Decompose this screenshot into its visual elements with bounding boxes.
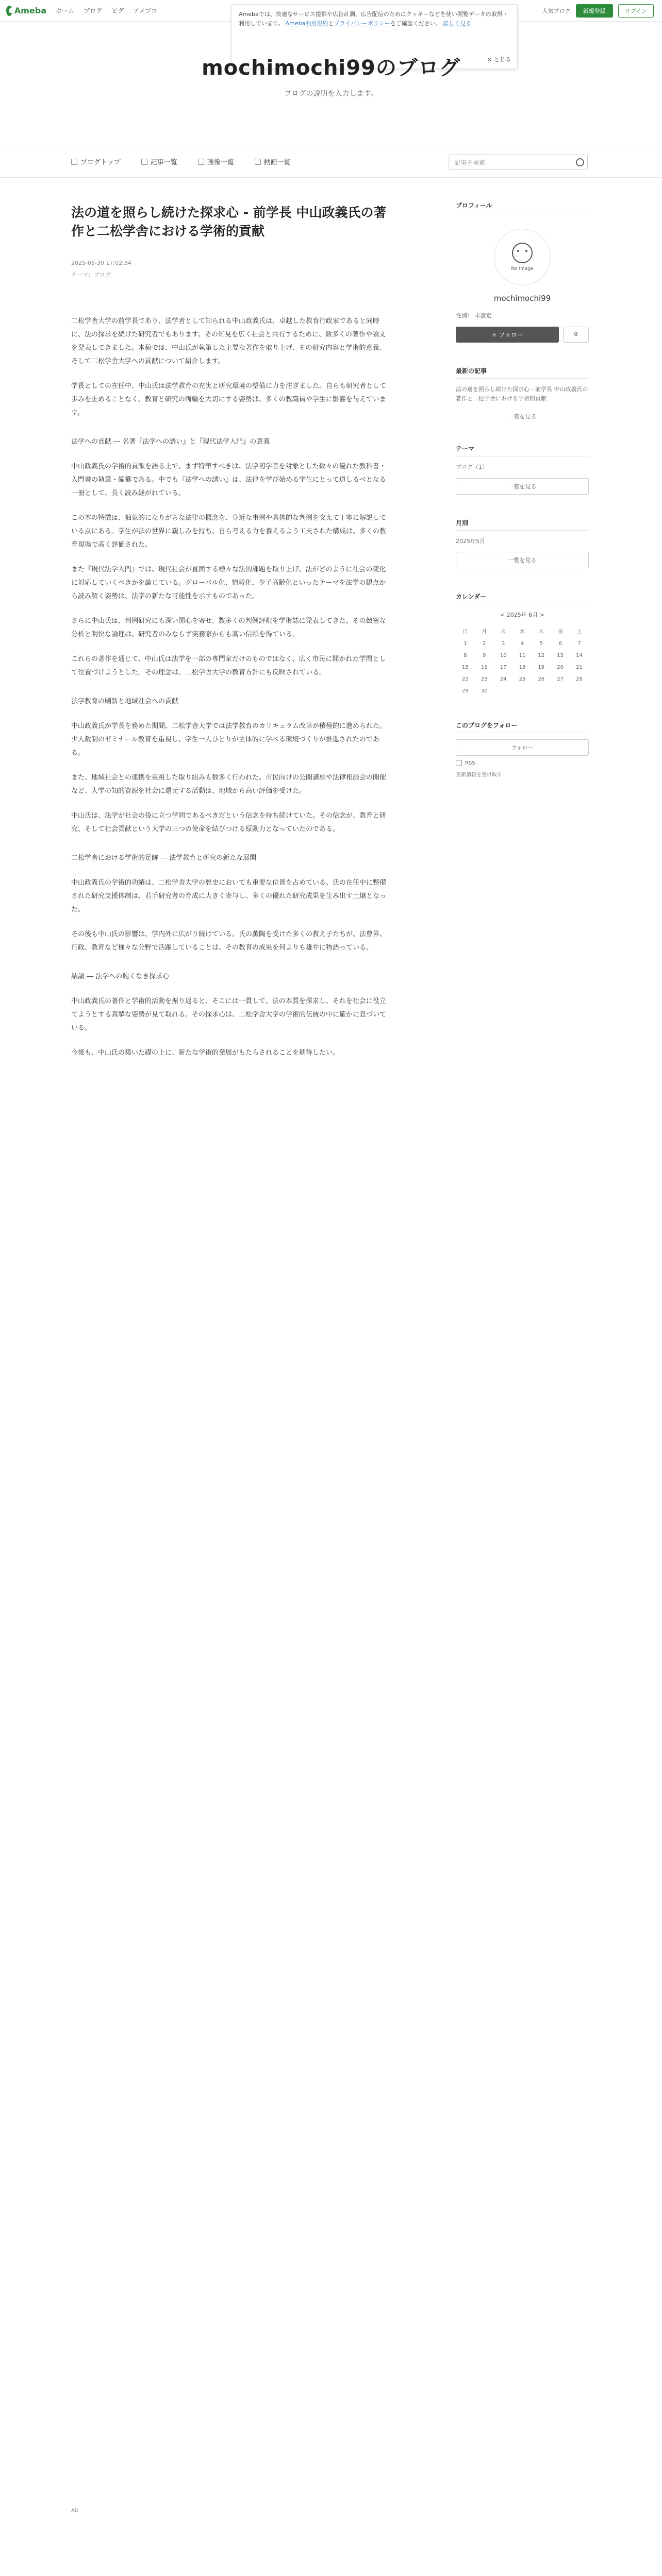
terms-link[interactable]: Ameba利用規約	[285, 20, 328, 27]
calendar-dow: 日	[462, 629, 468, 635]
blog-nav-items	[71, 157, 291, 166]
calendar-day	[494, 685, 513, 697]
search-placeholder: 記事を検索	[454, 159, 486, 166]
article-body	[71, 315, 391, 1060]
notice-close-button[interactable]: × とじる	[487, 56, 511, 63]
calendar-week	[456, 673, 589, 685]
top-nav-blog[interactable]: ブログ	[84, 7, 103, 14]
calendar-day[interactable]: 19	[538, 665, 545, 671]
article-date: 2025-05-30 17:02:34	[71, 259, 131, 266]
rss-note: 更新情報を受け取る	[456, 772, 502, 778]
calendar-day[interactable]: 5	[539, 641, 543, 647]
calendar-dow: 土	[576, 629, 582, 635]
calendar-day	[532, 685, 551, 697]
article-title[interactable]: 法の道を照らし続けた探求心 - 前学長 中山政義氏の著作と二松学舎における学術的貢献	[71, 205, 387, 239]
calendar-day[interactable]: 29	[462, 688, 469, 694]
calendar-day[interactable]: 26	[538, 676, 545, 683]
article-paragraph: 中山政義氏が学長を務めた期間、二松学舎大学では法学教育のカリキュラム改革が積極的に進められた。少人数制のゼミナール教育を重視し、学生一人ひとりが主体的に学べる環境づくりが推進されたのである。	[71, 722, 386, 757]
article-heading: 二松学舎における学術的足跡 ― 法学教育と研究の新たな展開	[71, 854, 257, 862]
nav-video-list[interactable]	[255, 157, 291, 166]
calendar-day	[513, 685, 532, 697]
calendar-body	[456, 638, 589, 697]
calendar-day[interactable]: 8	[464, 653, 467, 659]
calendar-day[interactable]: 1	[464, 641, 467, 647]
ameba-logo-icon	[6, 6, 12, 16]
nav-blog-top-label: ブログトップ	[80, 159, 121, 166]
recent-entry-link[interactable]: 法の道を照らし続けた探求心 - 前学長 中山政義氏の著作と二松学舎における学術的貢献	[456, 386, 588, 402]
rss-row[interactable]	[456, 760, 589, 766]
list-icon	[141, 159, 147, 165]
register-button[interactable]: 新規登録	[576, 4, 613, 18]
calendar-day[interactable]: 10	[500, 653, 507, 659]
calendar-day[interactable]: 30	[481, 688, 488, 694]
calendar-dow: 水	[519, 629, 525, 635]
calendar-day	[570, 685, 589, 697]
article-heading: 法学教育の刷新と地域社会への貢献	[71, 697, 179, 705]
calendar-day[interactable]: 18	[519, 665, 526, 671]
top-nav-home[interactable]: ホーム	[56, 7, 75, 14]
article-heading: 結論 ― 法学への飽くなき探求心	[71, 972, 170, 980]
top-nav-pigg[interactable]: ピグ	[111, 7, 124, 14]
calendar-day[interactable]: 28	[576, 676, 583, 683]
profile-follow-row	[456, 327, 589, 343]
article-heading: 法学への貢献 ― 名著『法学への誘い』と『現代法学入門』の意義	[71, 437, 270, 446]
calendar-day[interactable]: 9	[483, 653, 486, 659]
calendar-heading: カレンダー	[456, 592, 589, 604]
calendar-day[interactable]: 15	[462, 665, 469, 671]
login-button[interactable]: ログイン	[618, 4, 654, 18]
recent-section	[456, 366, 589, 420]
search-icon[interactable]	[576, 158, 584, 166]
follow-button[interactable]: + フォロー	[456, 327, 559, 343]
calendar-day[interactable]: 12	[538, 653, 545, 659]
calendar-day[interactable]: 25	[519, 676, 526, 683]
article-paragraph: 二松学舎大学の前学長であり、法学者として知られる中山政義氏は、卓越した教育行政家であると同時に、法の探求を続けた研究者でもあります。その知見を広く社会と共有するために、数多くの著作や論文を発表してきました。本稿では、中山氏が執筆した主要な著作を取り上げ、その研究内容と学術的意義、そして二松学舎大学への貢献について紹介します。	[71, 317, 386, 365]
nav-video-list-label: 動画一覧	[263, 159, 291, 166]
rss-label: RSS	[465, 760, 475, 766]
calendar-day[interactable]: 21	[576, 665, 583, 671]
calendar-dow: 月	[482, 629, 487, 635]
ad-label: AD	[71, 2508, 79, 2514]
theme-more-button[interactable]: 一覧を見る	[456, 478, 589, 495]
month-heading: 月別	[456, 518, 589, 531]
profile-gender: 性別： 未設定	[456, 312, 492, 319]
nav-image-list-label: 画像一覧	[207, 159, 234, 166]
top-nav-ameblo[interactable]: アメブロ	[133, 7, 158, 14]
avatar-face-icon	[512, 243, 533, 263]
blog-nav	[0, 146, 662, 178]
blog-description: ブログの説明を入力します。	[284, 90, 378, 98]
article-paragraph: また『現代法学入門』では、現代社会が直面する様々な法的課題を取り上げ、法がどのように社会の変化に対応していくべきかを論じている。グローバル化、情報化、少子高齢化といったテーマを法学の観点から読み解く姿勢は、法学の新たな可能性を示すものであった。	[71, 565, 386, 600]
calendar-dow: 木	[538, 629, 544, 635]
article-paragraph: 中山政義氏の著作と学術的活動を振り返ると、そこには一貫して、法の本質を探求し、それを社会に役立てようとする真摯な姿勢が見て取れる。その探求心は、二松学舎大学の学術的伝統の中に確かに息づいている。	[71, 997, 387, 1032]
calendar-day[interactable]: 24	[500, 676, 507, 683]
calendar-day[interactable]: 2	[483, 641, 486, 647]
video-icon	[255, 159, 261, 165]
calendar-dow: 金	[557, 629, 563, 635]
profile-name[interactable]: mochimochi99	[493, 294, 551, 303]
calendar-day[interactable]: 6	[558, 641, 562, 647]
notice-more-link[interactable]: 詳しく見る	[443, 20, 472, 27]
calendar-day	[551, 685, 570, 697]
profile-heading: プロフィール	[456, 201, 589, 213]
top-nav	[56, 6, 157, 15]
follower-count: 0	[563, 327, 589, 343]
article-paragraph: さらに中山氏は、判例研究にも深い関心を寄せ、数多くの判例評釈を学術誌に発表してきた。その緻密な分析と明快な論理は、研究者のみならず実務家からも高い信頼を得ている。	[71, 617, 386, 638]
month-section	[456, 518, 589, 569]
calendar-day[interactable]: 23	[481, 676, 488, 683]
calendar-day[interactable]: 17	[500, 665, 507, 671]
nav-image-list[interactable]	[198, 157, 234, 166]
blog-header	[0, 52, 662, 98]
avatar[interactable]	[494, 229, 551, 285]
ameba-logo[interactable]	[6, 4, 46, 18]
calendar-day[interactable]: 14	[576, 653, 583, 659]
top-right	[542, 4, 654, 18]
recent-more-link[interactable]: 一覧を見る	[508, 413, 537, 420]
search-input[interactable]	[449, 155, 588, 170]
calendar-table	[456, 624, 589, 697]
privacy-link[interactable]: プライバシーポリシー	[334, 20, 390, 27]
nav-entry-list-label: 記事一覧	[150, 159, 177, 166]
calendar-day[interactable]: 3	[501, 641, 505, 647]
rss-note-row	[456, 770, 589, 778]
notice-text-1: Amebaでは、快適なサービス提供や広告計測、広告配信のためにクッキーなどを使い閲覧データの取得・利用しています。	[239, 11, 508, 27]
rss-icon	[456, 760, 462, 766]
calendar-day[interactable]: 7	[577, 641, 581, 647]
article-paragraph: これらの著作を通じて、中山氏は法学を一部の専門家だけのものではなく、広く市民に開かれた学問として位置づけようとした。その理念は、二松学舎大学の教育方針にも反映されている。	[71, 655, 386, 676]
month-more-button[interactable]: 一覧を見る	[456, 552, 589, 568]
article-paragraph: 今後も、中山氏の築いた礎の上に、新たな学術的発展がもたらされることを期待したい。	[71, 1048, 340, 1057]
calendar-day[interactable]: 16	[481, 665, 488, 671]
popular-blog-link[interactable]: 人気ブログ	[542, 8, 571, 14]
sidebar-follow-button[interactable]: フォロー	[456, 739, 589, 756]
calendar-dow: 火	[501, 629, 506, 635]
article-paragraph: 中山政義氏の学術的貢献を語る上で、まず特筆すべきは、法学初学者を対象とした数々の優れた教科書・入門書の執筆・編纂である。中でも『法学への誘い』は、法律を学び始める学生にとって道しるべとなる一冊として、長く読み継がれている。	[71, 462, 386, 497]
avatar-caption: No Image	[511, 266, 534, 272]
calendar-month[interactable]: < 2025年 6月 >	[500, 612, 544, 619]
notice-text-2: と	[328, 20, 334, 27]
calendar-week	[456, 662, 589, 673]
calendar-day[interactable]: 13	[557, 653, 564, 659]
article-theme[interactable]: テーマ：ブログ	[71, 271, 111, 278]
recent-heading: 最新の記事	[456, 366, 589, 379]
article-paragraph: その後も中山氏の影響は、学内外に広がり続けている。氏の薫陶を受けた多くの教え子たちが、法曹界、行政、教育など様々な分野で活躍していることは、その教育の成果を何よりも雄弁に物語っている。	[71, 930, 387, 952]
follow-section	[456, 721, 589, 778]
calendar-day[interactable]: 27	[557, 676, 564, 683]
sidebar	[456, 201, 589, 778]
notice-text-3: をご確認ください。	[390, 20, 441, 27]
calendar-section	[456, 592, 589, 697]
calendar-week	[456, 638, 589, 650]
logo-text: Ameba	[14, 6, 46, 15]
article-paragraph: 中山氏は、法学が社会の役に立つ学問であるべきだという信念を持ち続けていた。その信念が、教育と研究、そして社会貢献という大学の三つの使命を結びつける原動力となっていたのである。	[71, 811, 387, 833]
article-paragraph: また、地域社会との連携を重視した取り組みも数多く行われた。市民向けの公開講座や法律相談会の開催など、大学の知的資源を社会に還元する活動は、地域から高い評価を受けた。	[71, 773, 387, 795]
theme-section	[456, 444, 589, 495]
article-paragraph: 学長としての在任中、中山氏は法学教育の充実と研究環境の整備に力を注ぎました。自らも研究者として歩みを止めることなく、教育と研究の両輪を大切にする姿勢は、多くの教職員や学生に影響を与えています。	[71, 382, 387, 417]
theme-item[interactable]: ブログ（1）	[456, 464, 488, 471]
theme-heading: テーマ	[456, 444, 589, 456]
nav-blog-top[interactable]	[71, 157, 121, 166]
follow-heading: このブログをフォロー	[456, 721, 589, 733]
calendar-day[interactable]: 4	[520, 641, 524, 647]
calendar-day[interactable]: 11	[519, 653, 526, 659]
image-icon	[198, 159, 204, 165]
calendar-day[interactable]: 20	[557, 665, 564, 671]
article-paragraph: この本の特徴は、抽象的になりがちな法律の概念を、身近な事例や具体的な判例を交えて丁寧に解説している点にある。学生が法の世界に親しみを持ち、自ら考える力を養えるよう工夫された構成は、多くの教育現場で高く評価された。	[71, 514, 387, 549]
calendar-day[interactable]: 22	[462, 676, 469, 683]
blog-title[interactable]: mochimochi99のブログ	[202, 56, 460, 80]
calendar-week	[456, 685, 589, 697]
article-paragraph: 中山政義氏の学術的功績は、二松学舎大学の歴史においても重要な位置を占めている。氏の在任中に整備された研究支援体制は、若手研究者の育成に大きく寄与し、多くの優れた研究成果を生み出す土壌となった。	[71, 878, 387, 913]
calendar-week	[456, 650, 589, 662]
month-item[interactable]: 2025年5月	[456, 537, 485, 545]
nav-entry-list[interactable]	[141, 157, 177, 166]
home-icon	[71, 159, 77, 165]
article	[71, 204, 391, 1071]
